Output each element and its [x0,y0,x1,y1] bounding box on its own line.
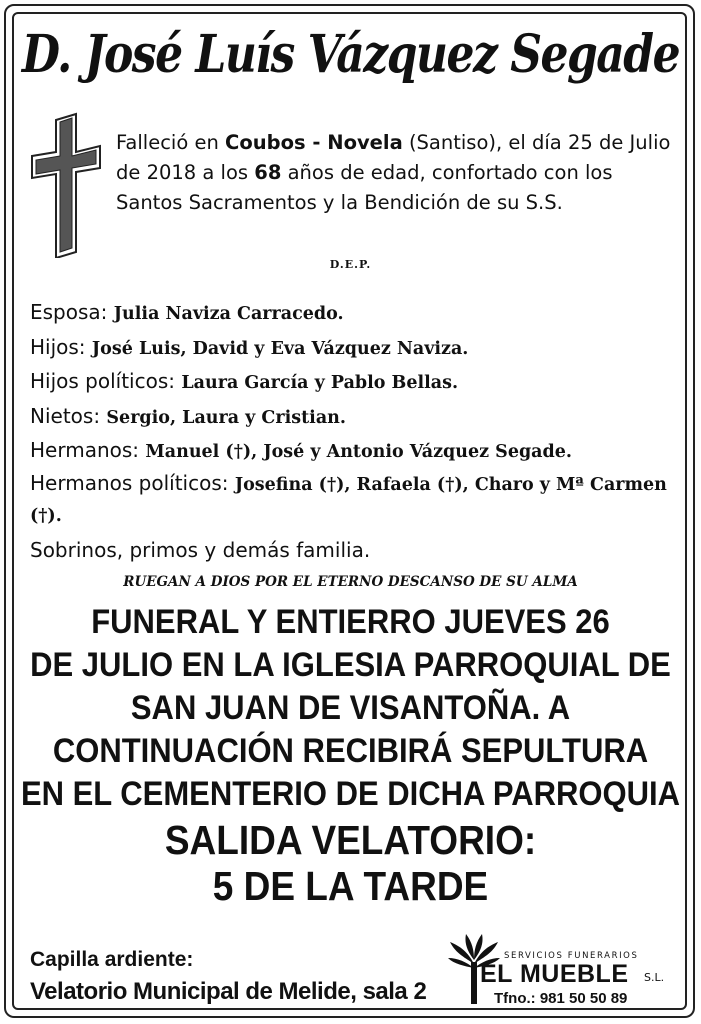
family-value: José Luis, David y Eva Vázquez Naviza. [91,338,469,359]
chapel-place: Velatorio Municipal de Melide, sala 2 [30,978,427,1005]
prayer-request: RUEGAN A DIOS POR EL ETERNO DESCANSO DE SU ALMA [123,574,578,590]
funeral-details [0,600,701,815]
funeral-line: SAN JUAN DE VISANTOÑA. A [130,688,571,727]
logo-subtitle: SERVICIOS FUNERARIOS [504,951,639,961]
family-label: Hermanos: [30,438,146,462]
dep-label: D.E.P. [329,258,372,271]
family-row-siblings [30,434,675,469]
family-value: Laura García y Pablo Bellas. [181,373,459,393]
family-row-siblings-in-law [30,469,675,531]
family-label: Hermanos políticos: [30,470,235,495]
logo-name: EL MUEBLE [480,960,629,988]
family-label: Hijos: [30,334,92,359]
departure-info [0,818,701,910]
family-value: Sergio, Laura y Cristian. [106,407,346,428]
intro-text-2: (Santiso), el día 25 de Julio de 2018 a los [116,131,671,184]
family-row-other [30,534,675,569]
death-announcement [116,128,676,218]
family-label: Esposa: [30,300,114,324]
family-row-spouse [30,296,675,331]
cross-icon [28,112,102,258]
funeral-line: EN EL CEMENTERIO DE DICHA PARROQUIA [20,774,681,813]
family-row-children-in-law [30,365,675,400]
chapel-label: Capilla ardiente: [30,948,194,971]
logo-suffix: S.L. [644,971,665,984]
family-label: Hijos políticos: [30,369,182,393]
funeral-line: DE JULIO EN LA IGLESIA PARROQUIAL DE [30,645,671,684]
family-list [30,296,675,568]
family-label: Nietos: [30,403,107,428]
family-row-children [30,331,675,366]
family-value: Julia Naviza Carracedo. [113,304,344,324]
intro-text-3: años de edad, confortado con los Santos Sacramentos y la Bendición de su S.S. [116,161,613,214]
age: 68 [254,161,282,184]
logo-phone: Tfno.: 981 50 50 89 [494,990,628,1007]
departure-line: SALIDA VELATORIO: [164,817,537,863]
death-place: Coubos - Novela [225,131,403,154]
funeral-line: FUNERAL Y ENTIERRO JUEVES 26 [91,602,610,641]
family-value: Josefina (†), Rafaela (†), Charo y Mª Carmen (†). [30,474,667,526]
family-value: Manuel (†), José y Antonio Vázquez Segade. [145,442,572,462]
funeral-line: CONTINUACIÓN RECIBIRÁ SEPULTURA [52,731,649,770]
intro-text-1: Falleció en [116,131,226,154]
deceased-name: D. José Luís Vázquez Segade [21,24,680,86]
family-row-grandchildren [30,400,675,435]
departure-line: 5 DE LA TARDE [212,863,489,909]
family-label: Sobrinos, primos y demás familia. [30,537,371,562]
